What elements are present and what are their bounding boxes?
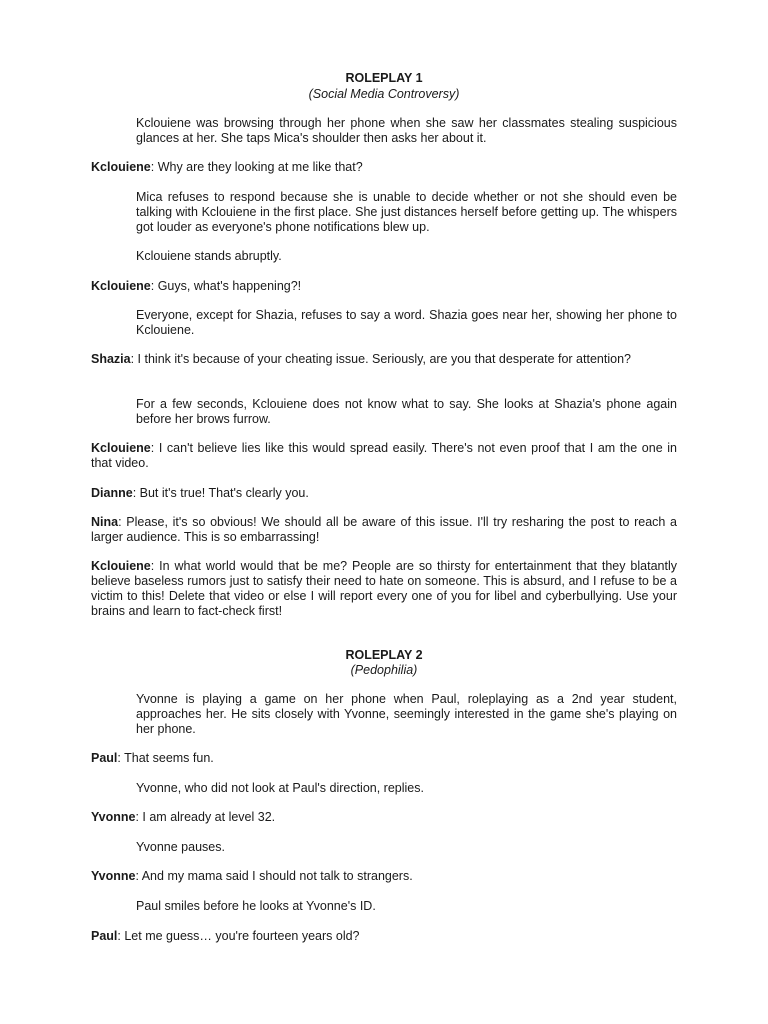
dialogue-text: : Why are they looking at me like that? — [150, 160, 363, 174]
roleplay2-subtitle: (Pedophilia) — [350, 663, 418, 677]
dialogue-text: : Let me guess… you're fourteen years old? — [117, 929, 360, 943]
dialogue-line — [91, 160, 677, 175]
speaker-name: Dianne — [91, 486, 133, 500]
narration-paragraph: Yvonne pauses. — [136, 840, 225, 854]
roleplay1-title: ROLEPLAY 1 — [345, 71, 423, 85]
dialogue-text: : Please, it's so obvious! We should all be aware of this issue. I'll try resharing the post to reach a larger audience. This is so embarrassing! — [91, 515, 677, 544]
dialogue-text: : In what world would that be me? People are so thirsty for entertainment that they blatantly believe baseless rumors just to satisfy their need to hate on someone. This is absurd, and I refuse to be a victim to this! Delete that video or else I will report every one of you for libel and cyberbullying. Use your brains and learn to fact-check first! — [91, 559, 677, 618]
dialogue-line — [91, 441, 677, 471]
dialogue-text: : But it's true! That's clearly you. — [132, 486, 309, 500]
speaker-name: Kclouiene — [91, 160, 151, 174]
narration-paragraph: Yvonne is playing a game on her phone when Paul, roleplaying as a 2nd year student, approaches her. He sits closely with Yvonne, seemingly interested in the game she's playing on her phone. — [136, 692, 677, 736]
speaker-name: Paul — [91, 929, 118, 943]
narration-paragraph: Everyone, except for Shazia, refuses to say a word. Shazia goes near her, showing her phone to Kclouiene. — [136, 308, 677, 337]
roleplay2-title: ROLEPLAY 2 — [345, 648, 423, 662]
dialogue-line — [91, 751, 677, 766]
speaker-name: Nina — [91, 515, 119, 529]
speaker-name: Kclouiene — [91, 279, 151, 293]
dialogue-text: : That seems fun. — [117, 751, 214, 765]
dialogue-text: : I am already at level 32. — [135, 810, 276, 824]
roleplay1-subtitle: (Social Media Controversy) — [308, 87, 460, 101]
narration-paragraph: For a few seconds, Kclouiene does not know what to say. She looks at Shazia's phone again before her brows furrow. — [136, 397, 677, 426]
speaker-name: Kclouiene — [91, 441, 151, 455]
narration-paragraph: Yvonne, who did not look at Paul's direction, replies. — [136, 781, 424, 795]
dialogue-text: : I can't believe lies like this would spread easily. There's not even proof that I am the one in that video. — [91, 441, 677, 470]
dialogue-line — [91, 279, 677, 294]
dialogue-line — [91, 929, 677, 944]
dialogue-line — [91, 810, 677, 825]
dialogue-line — [91, 869, 677, 884]
speaker-name: Yvonne — [91, 869, 136, 883]
narration-paragraph: Kclouiene stands abruptly. — [136, 249, 282, 263]
dialogue-text: : I think it's because of your cheating issue. Seriously, are you that desperate for attention? — [130, 352, 631, 366]
speaker-name: Kclouiene — [91, 559, 151, 573]
dialogue-line — [91, 486, 677, 501]
narration-paragraph: Paul smiles before he looks at Yvonne's ID. — [136, 899, 376, 913]
narration-paragraph: Kclouiene was browsing through her phone when she saw her classmates stealing suspicious glances at her. She taps Mica's shoulder then asks her about it. — [136, 116, 677, 145]
dialogue-line — [91, 515, 677, 545]
dialogue-line — [91, 352, 677, 367]
dialogue-text: : And my mama said I should not talk to strangers. — [135, 869, 413, 883]
speaker-name: Shazia — [91, 352, 131, 366]
dialogue-text: : Guys, what's happening?! — [150, 279, 302, 293]
speaker-name: Paul — [91, 751, 118, 765]
narration-paragraph: Mica refuses to respond because she is unable to decide whether or not she should even be talking with Kclouiene in the first place. She just distances herself before getting up. The whispers got louder as everyone's phone notifications blew up. — [136, 190, 677, 234]
dialogue-line — [91, 559, 677, 619]
speaker-name: Yvonne — [91, 810, 136, 824]
